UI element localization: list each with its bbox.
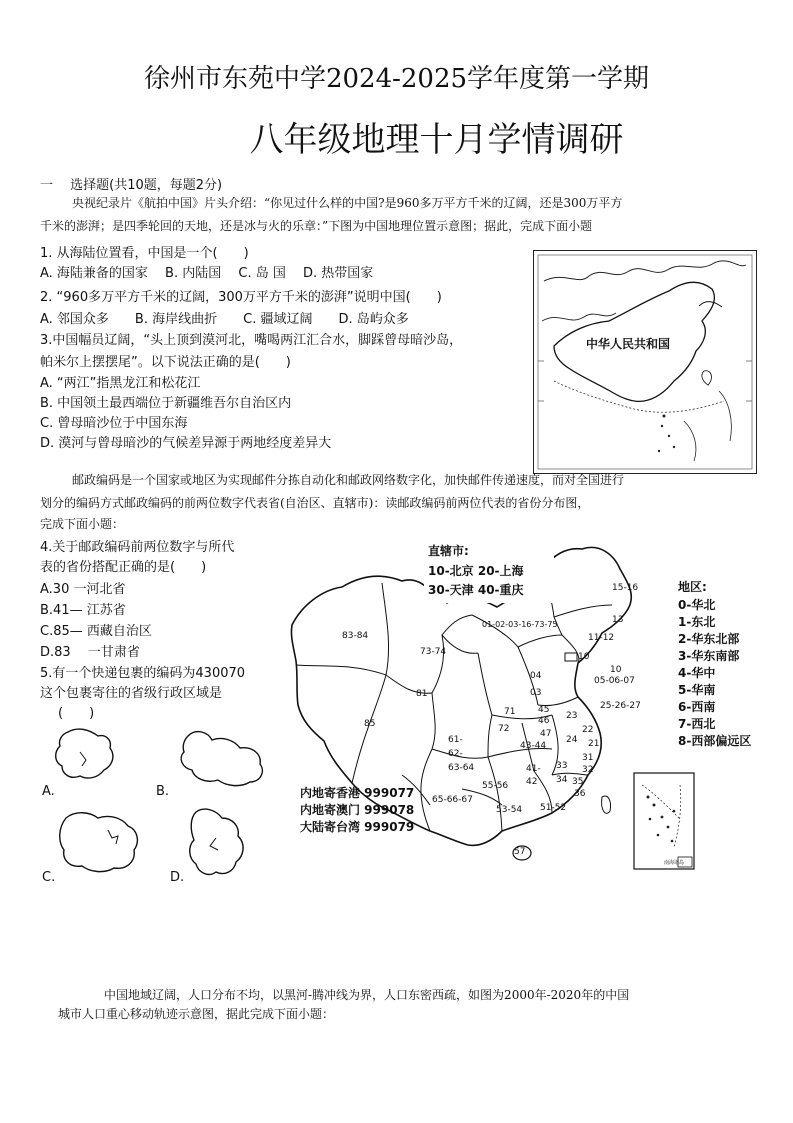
municipalities-line: 30-天津 40-重庆	[428, 583, 524, 597]
question-5-stem: 5.有一个快递包裹的编码为430070	[40, 666, 246, 681]
postal-intro-text: 完成下面小题：	[40, 517, 125, 531]
question-4-stem: 4.关于邮政编码前两位数字与所代	[40, 540, 235, 555]
map-country-label: 中华人民共和国	[586, 337, 671, 351]
school-title: 徐州市东苑中学2024-2025学年度第一学期	[143, 64, 650, 94]
province-shape-a	[56, 729, 113, 778]
question-3-option-b: B. 中国领土最西端位于新疆维吾尔自治区内	[40, 396, 292, 411]
intro-text: 千米的澎湃；是四季轮回的天地，还是冰与火的乐章：”下图为中国地理位置示意图；据此，完成下面小题	[40, 219, 593, 233]
municipalities-title: 直辖市:	[428, 544, 469, 558]
province-shape-b	[181, 732, 262, 786]
province-code: 32	[582, 765, 594, 775]
inset-caption: 南海诸岛	[664, 860, 685, 866]
question-3-option-d: D. 漠河与曾母暗沙的气候差异源于两地经度差异大	[40, 436, 332, 451]
question-4-stem: 表的省份搭配正确的是( )	[40, 560, 207, 575]
province-code: 65-66-67	[432, 795, 473, 805]
province-code: 73-74	[420, 647, 447, 657]
exam-title: 八年级地理十月学情调研	[249, 120, 624, 160]
question-3-stem: 帕米尔上摆摆尾”。以下说法正确的是( )	[40, 355, 291, 370]
province-code: 83-84	[342, 631, 369, 641]
province-code: 01-02-03-16-73-75	[482, 620, 558, 629]
question-1-stem: 1. 从海陆位置看，中国是一个( )	[40, 246, 249, 261]
question-5-stem: 这个包裹寄往的省级行政区域是	[40, 686, 223, 701]
province-shape-d	[190, 809, 243, 874]
option-label-c: C.	[42, 870, 56, 885]
question-2-stem: 2. “960多万平方千米的辽阔，300万平方千米的澎湃”说明中国( )	[40, 290, 442, 305]
province-code: 45	[538, 705, 550, 715]
municipalities-line: 10-北京 20-上海	[428, 564, 524, 578]
province-code: 04	[530, 671, 542, 681]
province-code: 23	[566, 711, 578, 721]
postal-intro-text: 邮政编码是一个国家或地区为实现邮件分拣自动化和邮政网络数字化，加快邮件传递速度，而对全国进行	[72, 473, 625, 487]
postal-intro-text: 划分的编码方式邮政编码的前两位数字代表省(自治区、直辖市)：读邮政编码前两位代表的省份分布图，	[40, 496, 590, 510]
question-4-option-d: D.83 一甘肃省	[40, 645, 140, 660]
province-code: 35	[572, 777, 584, 787]
question-5-answer-paren: ( )	[58, 706, 95, 721]
province-code: 24	[566, 735, 578, 745]
province-code: 81	[416, 689, 428, 699]
province-code: 55-56	[482, 781, 509, 791]
province-code: 03	[530, 688, 542, 698]
option-label-d: D.	[170, 870, 185, 885]
question-3-option-c: C. 曾母暗沙位于中国东海	[40, 416, 188, 431]
option-label-a: A.	[42, 784, 55, 799]
region-legend-item: 8-西部偏远区	[678, 734, 752, 748]
population-intro-text: 城市人口重心移动轨迹示意图，据此完成下面小题：	[58, 1007, 335, 1021]
province-code: 72	[498, 724, 510, 734]
question-2-options: A. 邻国众多 B. 海岸线曲折 C. 疆域辽阔 D. 岛屿众多	[40, 312, 409, 327]
question-4-option-c: C.85— 西藏自治区	[40, 624, 152, 639]
special-postcode: 内地寄香港 999077	[300, 786, 415, 800]
province-code: 13	[612, 615, 624, 625]
province-code: 51-52	[540, 803, 567, 813]
question-4-option-b: B.41— 江苏省	[40, 603, 126, 618]
region-legend-item: 6-西南	[678, 700, 716, 714]
region-legend-item: 2-华东北部	[678, 632, 740, 646]
province-shape-options	[40, 722, 280, 892]
option-label-b: B.	[156, 784, 170, 799]
province-code: 46	[538, 716, 550, 726]
region-legend-item: 1-东北	[678, 615, 716, 629]
province-code: 41-42	[526, 764, 541, 787]
region-legend-item: 4-华中	[678, 666, 716, 680]
region-legend-item: 3-华东南部	[678, 649, 740, 663]
province-code: 25-26-27	[600, 701, 641, 711]
china-location-map-drawing	[534, 251, 756, 473]
special-postcode: 大陆寄台湾 999079	[300, 820, 415, 834]
question-1-options: A. 海陆兼备的国家 B. 内陆国 C. 岛 国 D. 热带国家	[40, 266, 374, 281]
region-legend-title: 地区:	[678, 580, 707, 594]
province-code: 61-62-63-64	[448, 735, 475, 773]
region-legend-item: 7-西北	[678, 717, 716, 731]
province-code: 33	[556, 761, 568, 771]
region-legend-item: 0-华北	[678, 598, 716, 612]
province-code: 57	[514, 847, 526, 857]
province-code: 36	[574, 789, 586, 799]
province-shape-c	[60, 813, 138, 872]
postal-code-map	[282, 535, 762, 875]
intro-text: 央视纪录片《航拍中国》片头介绍：“你见过什么样的中国?是960多万平方千米的辽阔，还是300万平方	[72, 196, 623, 210]
province-code: 10	[610, 665, 622, 675]
province-code: 43-44	[520, 741, 547, 751]
question-3-option-a: A. “两江”指黑龙江和松花江	[40, 376, 201, 391]
province-code: 53-54	[496, 805, 523, 815]
province-code: 22	[582, 725, 594, 735]
china-location-map	[533, 250, 757, 474]
province-code: 05-06-07	[594, 676, 635, 686]
province-code: 10	[578, 652, 590, 662]
province-code: 15-16	[612, 583, 639, 593]
section-heading: 一 选择题(共10题，每题2分)	[40, 178, 223, 193]
province-code: 47	[540, 729, 552, 739]
special-postcode: 内地寄澳门 999078	[300, 803, 415, 817]
province-code: 85	[364, 719, 376, 729]
question-3-stem: 3.中国幅员辽阔，“头上顶到漠河北，嘴喝两江汇合水，脚踩曾母暗沙岛，	[40, 333, 463, 348]
province-code: 21	[588, 739, 600, 749]
population-intro-text: 中国地域辽阔，人口分布不均，以黑河-腾冲线为界，人口东密西疏，如图为2000年-2020年的中国	[104, 988, 630, 1002]
region-legend-item: 5-华南	[678, 683, 716, 697]
province-code: 31	[582, 753, 594, 763]
province-code: 11-12	[588, 633, 615, 643]
province-code: 34	[556, 775, 568, 785]
province-code: 71	[504, 707, 516, 717]
question-4-option-a: A.30 一河北省	[40, 582, 126, 597]
